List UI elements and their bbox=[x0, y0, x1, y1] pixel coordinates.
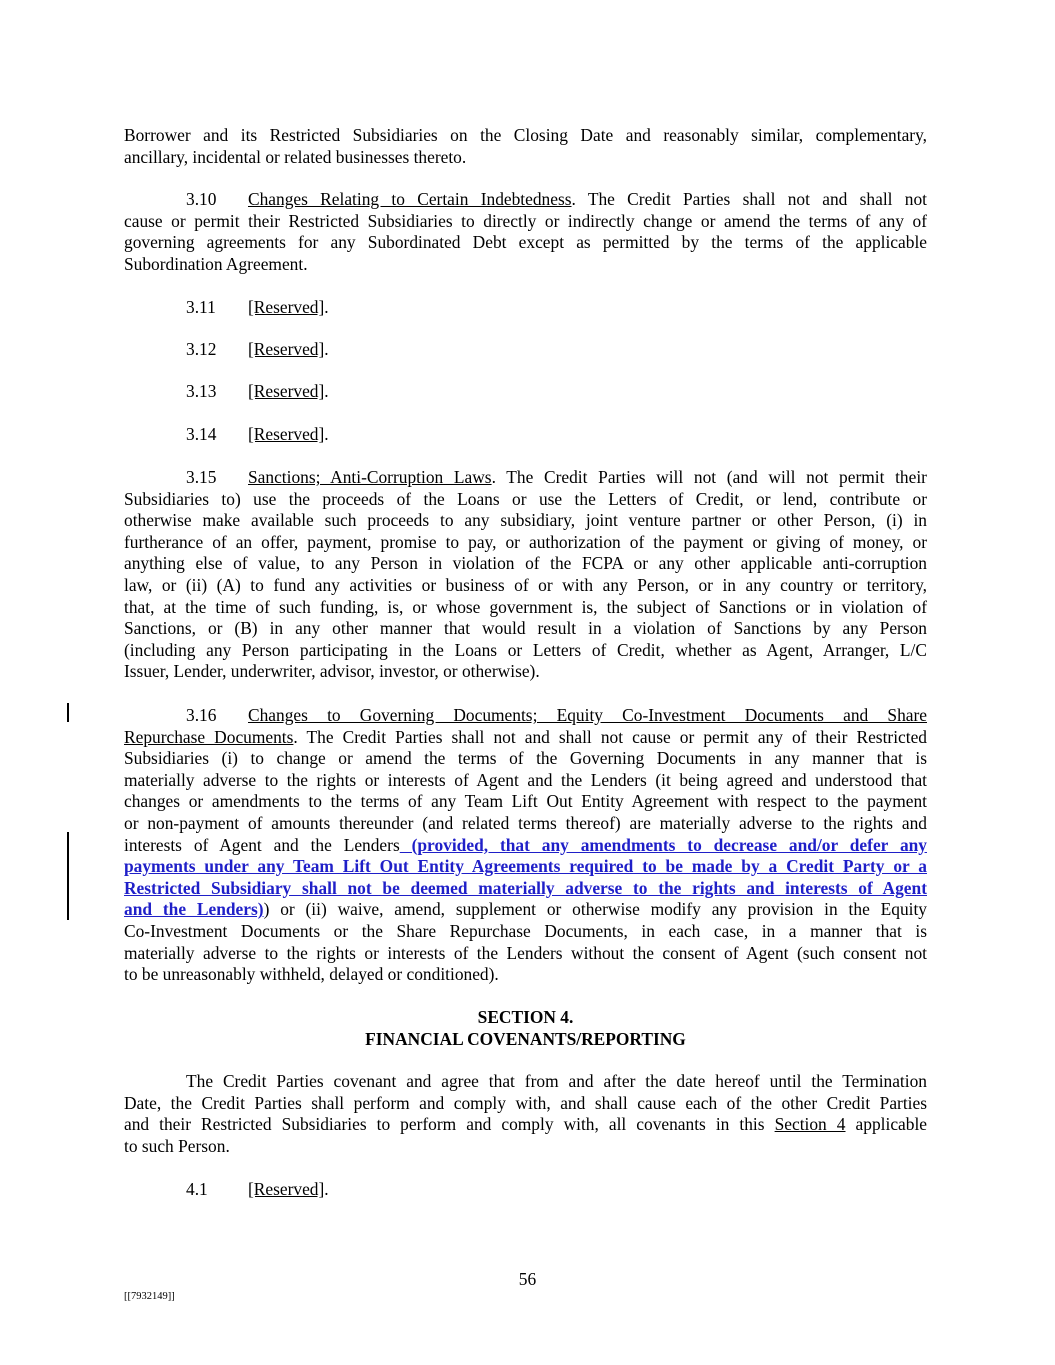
text-line: changes or amendments to the terms of any Team Lift Out Entity Agreement with respect to the payment bbox=[124, 791, 927, 812]
page-number: 56 bbox=[518, 1269, 537, 1289]
section-3-11: 3.11 [Reserved]. bbox=[186, 297, 329, 317]
change-bar bbox=[67, 703, 69, 722]
document-id: [[7932149]] bbox=[124, 1291, 175, 1302]
section-number: 3.15 bbox=[186, 467, 217, 487]
change-bar bbox=[67, 832, 69, 920]
text-line bbox=[124, 856, 927, 878]
reserved-label: [Reserved] bbox=[248, 339, 325, 359]
inserted-text: payments under any Team Lift Out Entity Agreements required to be made by a Credit Party or a bbox=[124, 856, 927, 877]
section-4-reference: Section 4 bbox=[774, 1114, 846, 1135]
text-line: cause or permit their Restricted Subsidiaries to directly or indirectly change or amend the terms of any of bbox=[124, 210, 927, 231]
text-line: to such Person. bbox=[124, 1135, 230, 1156]
section-number: 3.10 bbox=[186, 189, 217, 209]
section-number: 4.1 bbox=[186, 1179, 208, 1199]
text-line: and the Lenders)) or (ii) waive, amend, supplement or otherwise modify any provision in the Equity bbox=[124, 899, 927, 920]
section-subheading: FINANCIAL COVENANTS/REPORTING bbox=[365, 1028, 686, 1049]
text-line: and their Restricted Subsidiaries to perform and comply with, all covenants in this Section 4 applicable bbox=[124, 1114, 927, 1135]
text-line: Issuer, Lender, underwriter, advisor, investor, or otherwise). bbox=[124, 661, 540, 682]
reserved-label: [Reserved] bbox=[248, 297, 325, 317]
text-line: Subsidiaries to) use the proceeds of the Loans or use the Letters of Credit, or lend, contribute or bbox=[124, 488, 927, 509]
inserted-text: (provided, that any amendments to decrease and/or defer any bbox=[399, 834, 927, 855]
section-4-intro bbox=[124, 1071, 927, 1157]
section-number: 3.14 bbox=[186, 424, 217, 444]
section-heading: SECTION 4. bbox=[477, 1007, 574, 1027]
section-4-1: 4.1 [Reserved]. bbox=[186, 1179, 329, 1199]
text-line: Subsidiaries (i) to change or amend the terms of the Governing Documents in any manner that is bbox=[124, 748, 927, 769]
inserted-text: and the Lenders) bbox=[124, 899, 264, 920]
text-line bbox=[124, 878, 927, 900]
section-4-heading bbox=[124, 1007, 927, 1050]
text-line: interests of Agent and the Lenders (provided, that any amendments to decrease and/or defer any bbox=[124, 834, 927, 855]
section-3-13: 3.13 [Reserved]. bbox=[186, 381, 329, 401]
section-title: Sanctions; Anti-Corruption Laws bbox=[248, 467, 492, 487]
text-line: materially adverse to the rights or interests of Agent and the Lenders (it being agreed and understood that bbox=[124, 769, 927, 790]
text-line: furtherance of an offer, payment, promise to pay, or authorization of the payment or giving of money, or bbox=[124, 531, 927, 552]
section-number: 3.13 bbox=[186, 381, 217, 401]
text-line: law, or (ii) (A) to fund any activities or business of or with any Person, or in any country or territory, bbox=[124, 574, 927, 595]
section-3-10 bbox=[124, 189, 927, 275]
text-line: The Credit Parties covenant and agree that from and after the date hereof until the Termination bbox=[186, 1071, 927, 1091]
section-title: Changes Relating to Certain Indebtedness bbox=[248, 189, 572, 209]
text-line: ancillary, incidental or related businesses thereto. bbox=[124, 146, 467, 167]
text-line: (including any Person participating in the Loans or Letters of Credit, whether as Agent, Arranger, L/C bbox=[124, 639, 927, 660]
section-number: 3.11 bbox=[186, 297, 216, 317]
text-line: materially adverse to the rights or interests of the Lenders without the consent of Agent (such consent not bbox=[124, 942, 927, 963]
text-line: or non-payment of amounts thereunder (and related terms thereof) are materially adverse to the rights and bbox=[124, 812, 927, 833]
text-line: otherwise make available such proceeds to any subsidiary, joint venture partner or other Person, (i) in bbox=[124, 510, 927, 531]
text-line: Co-Investment Documents or the Share Repurchase Documents, in each case, in a manner that is bbox=[124, 920, 927, 941]
section-title: Changes to Governing Documents; Equity Co-Investment Documents and Share bbox=[248, 705, 927, 725]
section-number: 3.16 bbox=[186, 705, 217, 725]
reserved-label: [Reserved] bbox=[248, 1179, 325, 1199]
section-3-15 bbox=[124, 467, 927, 683]
inserted-text: Restricted Subsidiary shall not be deemed materially adverse to the rights and interests of Agent bbox=[124, 877, 927, 898]
text-line bbox=[124, 705, 927, 727]
section-3-12: 3.12 [Reserved]. bbox=[186, 339, 329, 359]
text-line: 3.10 Changes Relating to Certain Indebtedness. The Credit Parties shall not and shall not bbox=[186, 189, 927, 209]
reserved-label: [Reserved] bbox=[248, 424, 325, 444]
text-line: 3.15 Sanctions; Anti-Corruption Laws. The Credit Parties will not (and will not permit their bbox=[186, 467, 927, 487]
text-line: governing agreements for any Subordinated Debt except as permitted by the terms of the applicable bbox=[124, 232, 927, 253]
section-3-14: 3.14 [Reserved]. bbox=[186, 424, 329, 444]
section-title-continued: Repurchase Documents bbox=[124, 726, 294, 747]
text-line: Date, the Credit Parties shall perform and comply with, and shall cause each of the other Credit Parties bbox=[124, 1092, 927, 1113]
section-number: 3.12 bbox=[186, 339, 217, 359]
reserved-label: [Reserved] bbox=[248, 381, 325, 401]
text-line: Sanctions, or (B) in any other manner that would result in a violation of Sanctions by any Person bbox=[124, 618, 927, 639]
text-line: anything else of value, to any Person in violation of the FCPA or any other applicable anti-corruption bbox=[124, 553, 927, 574]
text-line: that, at the time of such funding, is, or whose government is, the subject of Sanctions or in violation of bbox=[124, 596, 927, 617]
text-line: Borrower and its Restricted Subsidiaries on the Closing Date and reasonably similar, complementary, bbox=[124, 125, 927, 145]
text-line: Repurchase Documents. The Credit Parties shall not and shall not cause or permit any of their Restricted bbox=[124, 726, 927, 747]
text-line: to be unreasonably withheld, delayed or conditioned). bbox=[124, 964, 499, 985]
text-line: Subordination Agreement. bbox=[124, 253, 308, 274]
intro-paragraph bbox=[124, 125, 927, 168]
section-3-16 bbox=[124, 705, 927, 986]
